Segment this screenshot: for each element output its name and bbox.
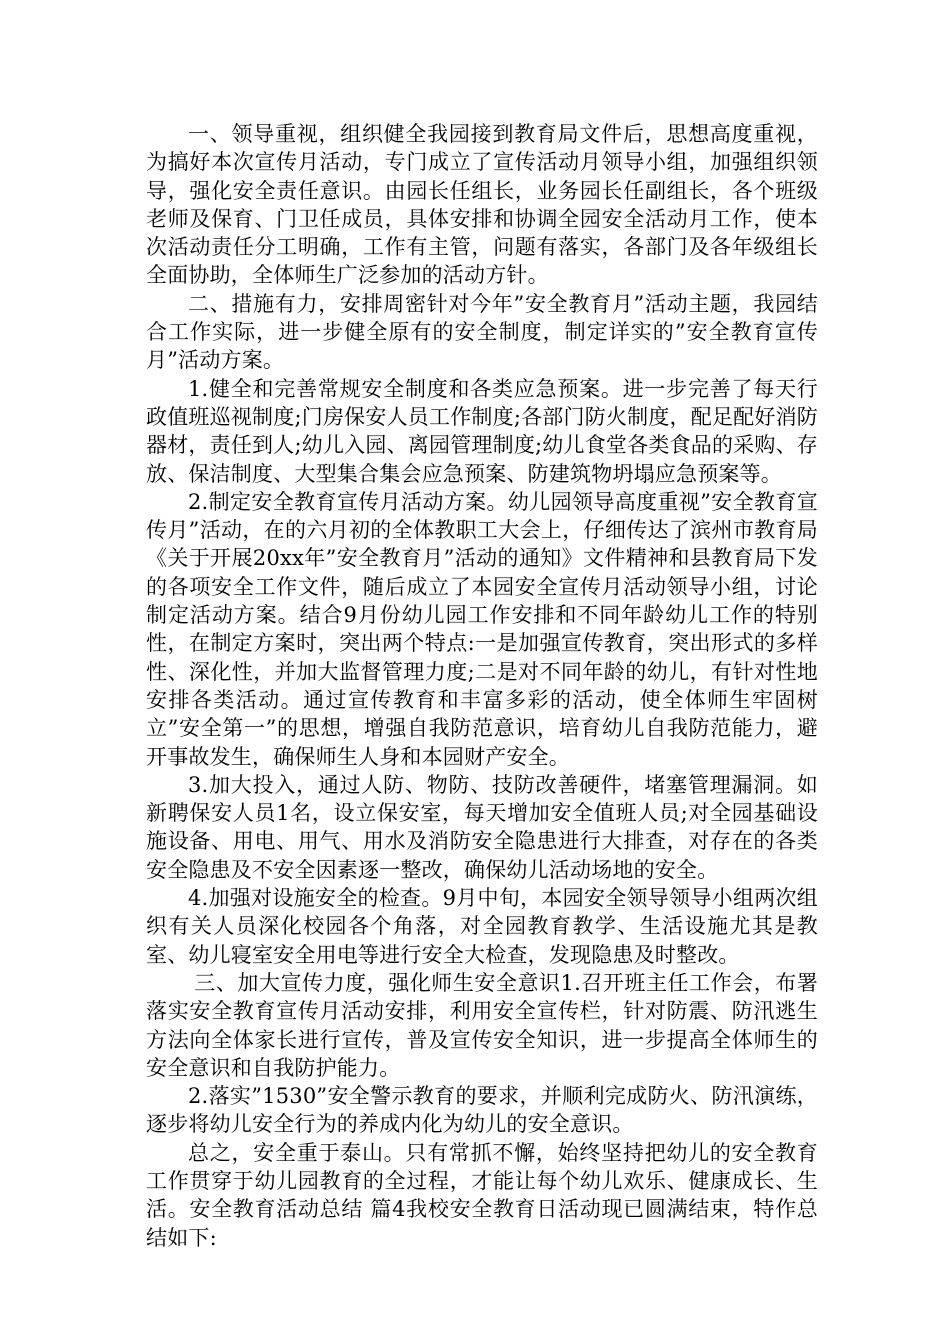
paragraph-measures: 二、措施有力，安排周密针对今年”安全教育月”活动主题，我园结合工作实际，进一步健全原有的安全制度，制定详实的”安全教育宣传月”活动方案。 (146, 291, 818, 373)
paragraph-item-1: 1.健全和完善常规安全制度和各类应急预案。进一步完善了每天行政值班巡视制度;门房保安人员工作制度;各部门防火制度，配足配好消防器材，责任到人;幼儿入园、离园管理制度;幼儿食堂各类食品的采购、存放、保洁制度、大型集合集会应急预案、防建筑物坍塌应急预案等。 (146, 376, 818, 486)
paragraph-leadership: 一、领导重视，组织健全我园接到教育局文件后，思想高度重视，为搞好本次宣传月活动，专门成立了宣传活动月领导小组，加强组织领导，强化安全责任意识。由园长任组长，业务园长任副组长，各个班级老师及保育、门卫任成员，具体安排和协调全园安全活动月工作，使本次活动责任分工明确，工作有主管，问题有落实，各部门及各年级组长全面协助，全体师生广泛参加的活动方针。 (146, 122, 818, 288)
paragraph-publicity: 三、加大宣传力度，强化师生安全意识1.召开班主任工作会，布署落实安全教育宣传月活动安排，利用安全宣传栏，针对防震、防汛逃生方法向全体家长进行宣传，普及宣传安全知识，进一步提高全体师生的安全意识和自我防护能力。 (146, 970, 818, 1080)
document-body (146, 120, 818, 1252)
paragraph-item-2: 2.制定安全教育宣传月活动方案。幼儿园领导高度重视”安全教育宣传月”活动，在的六月初的全体教职工大会上，仔细传达了滨州市教育局《关于开展20xx年”安全教育月”活动的通知》文件精神和县教育局下发的各项安全工作文件，随后成立了本园安全宣传月活动领导小组，讨论制定活动方案。结合9月份幼儿园工作安排和不同年龄幼儿工作的特别性，在制定方案时，突出两个特点:一是加强宣传教育，突出形式的多样性、深化性，并加大监督管理力度;二是对不同年龄的幼儿，有针对性地安排各类活动。通过宣传教育和丰富多彩的活动，使全体师生牢固树立”安全第一”的思想，增强自我防范意识，培育幼儿自我防范能力，避开事故发生，确保师生人身和本园财产安全。 (146, 489, 818, 769)
paragraph-item-3: 3.加大投入，通过人防、物防、技防改善硬件，堵塞管理漏洞。如新聘保安人员1名，设立保安室，每天增加安全值班人员;对全园基础设施设备、用电、用气、用水及消防安全隐患进行大排查，对存在的各类安全隐患及不安全因素逐一整改，确保幼儿活动场地的安全。 (146, 772, 818, 882)
paragraph-item-4: 4.加强对设施安全的检查。9月中旬，本园安全领导领导小组两次组织有关人员深化校园各个角落，对全园教育教学、生活设施尤其是教室、幼儿寝室安全用电等进行安全大检查，发现隐患及时整改。 (146, 886, 818, 967)
paragraph-drills: 2.落实”1530”安全警示教育的要求，并顺利完成防火、防汛演练，逐步将幼儿安全行为的养成内化为幼儿的安全意识。 (146, 1084, 818, 1137)
paragraph-conclusion: 总之，安全重于泰山。只有常抓不懈，始终坚持把幼儿的安全教育工作贯穿于幼儿园教育的全过程，才能让每个幼儿欢乐、健康成长、生活。安全教育活动总结 篇4我校安全教育日活动现已圆满结束，特作总结如下: (146, 1140, 818, 1250)
